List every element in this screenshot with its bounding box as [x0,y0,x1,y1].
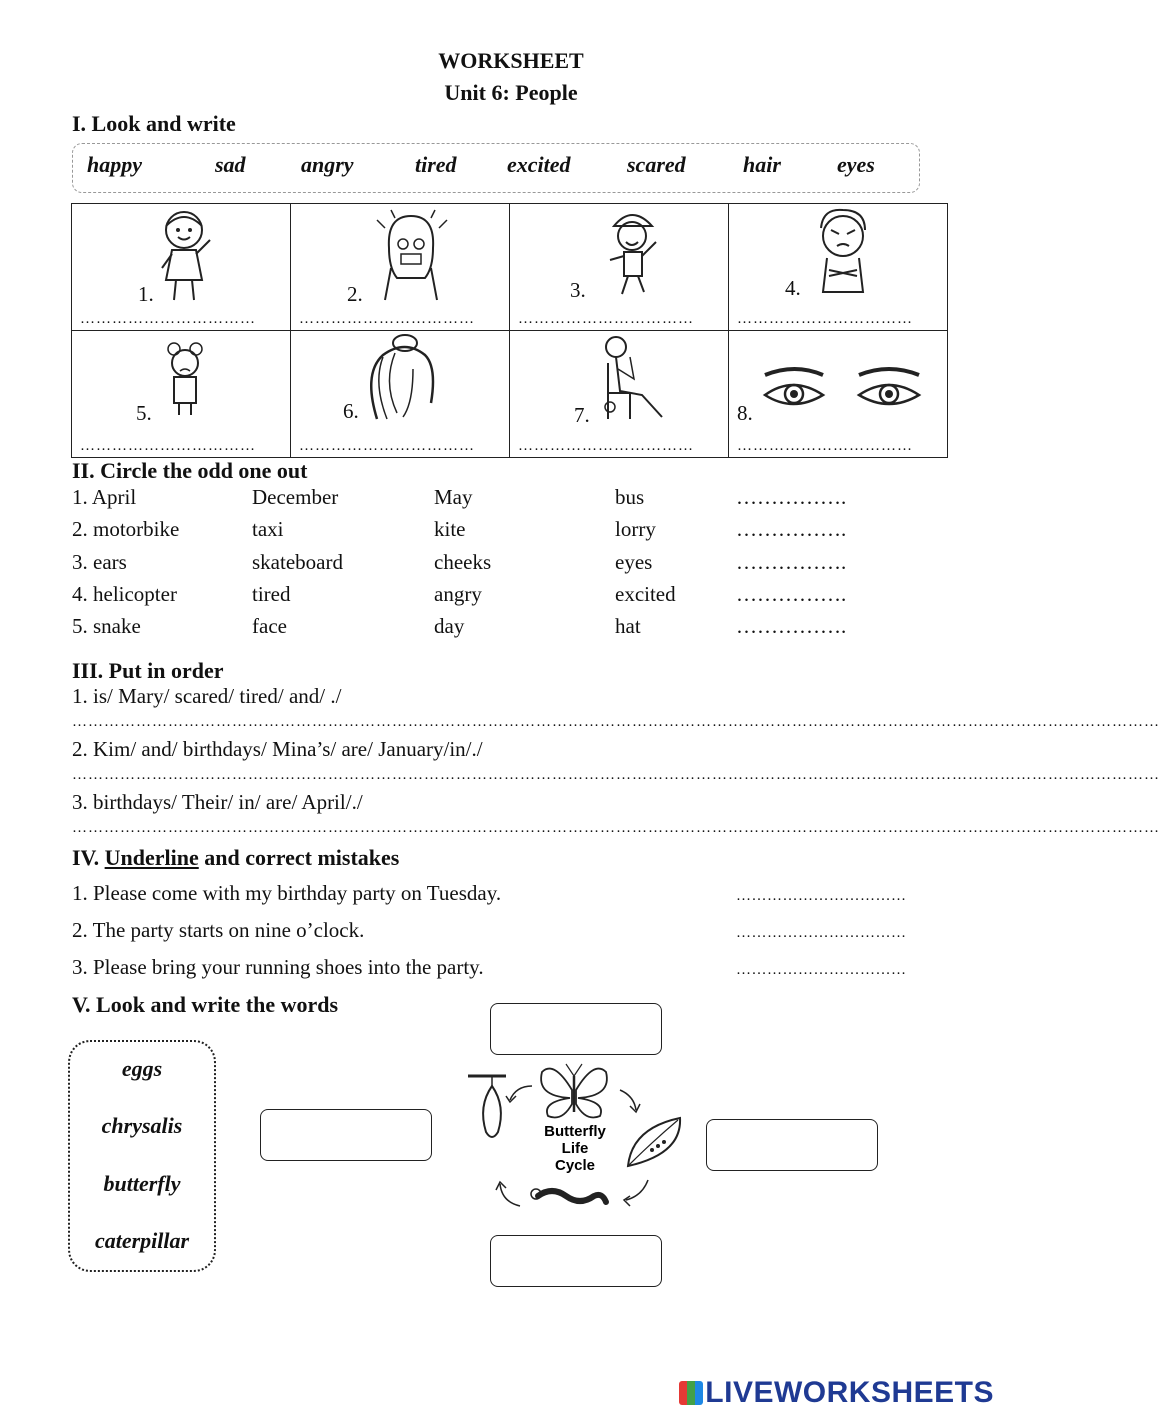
tired-man-icon [590,333,670,425]
word-bank [72,143,920,193]
answer-blank[interactable]: ……………. [736,550,847,574]
choice-word[interactable]: 5. snake [72,614,141,638]
order-item: 1. is/ Mary/ scared/ tired/ and/ ./ [72,684,342,708]
item-number: 2. [347,282,363,306]
item-number: 3. [570,278,586,302]
answer-line[interactable]: …………………………… [736,925,907,941]
unit-title: Unit 6: People [444,80,578,105]
word-bank-item: happy [87,152,142,177]
answer-box-bottom[interactable] [490,1235,662,1287]
eyes-icon [759,365,929,415]
answer-blank[interactable]: ……………. [736,582,847,606]
answer-blank[interactable]: …………………………… [80,311,256,327]
item-number: 6. [343,399,359,423]
diagram-label-line-1: Butterfly [544,1123,606,1140]
word-bank-item: tired [415,152,457,177]
choice-word[interactable]: face [252,614,287,638]
choice-word[interactable]: excited [615,582,676,606]
excited-boy-icon [602,204,672,300]
item-number: 8. [737,401,753,425]
choice-word[interactable]: kite [434,517,466,541]
word-bank-item: sad [215,152,246,177]
answer-blank[interactable]: …………………………… [299,311,475,327]
section-4-heading [72,845,399,871]
section-2-heading: II. Circle the odd one out [72,458,308,483]
item-number: 5. [136,401,152,425]
item-number: 1. [138,282,154,306]
choice-word[interactable]: December [252,485,339,509]
mistake-sentence[interactable]: 2. The party starts on nine o’clock. [72,918,365,942]
answer-blank[interactable]: …………………………… [518,438,694,454]
choice-word[interactable]: day [434,614,465,638]
butterfly-life-cycle-diagram [462,1056,692,1222]
answer-blank[interactable]: …………………………… [80,438,256,454]
word-bank-item: caterpillar [94,1228,190,1253]
picture-cell-7 [510,331,729,458]
word-bank-item: hair [743,152,781,177]
choice-word[interactable]: hat [615,614,641,638]
choice-word[interactable]: tired [252,582,291,606]
answer-blank[interactable]: …………………………… [299,438,475,454]
word-bank-item: eggs [121,1056,163,1081]
butterfly-icon [541,1064,607,1118]
answer-box-left[interactable] [260,1109,432,1161]
section-3-heading: III. Put in order [72,658,224,683]
answer-blank[interactable]: ……………. [736,485,847,509]
section-1-heading: I. Look and write [72,111,236,136]
picture-cell-5 [72,331,291,458]
liveworksheets-logo [679,1376,994,1410]
choice-word[interactable]: 1. April [72,485,137,509]
picture-cell-6 [291,331,510,458]
answer-blank[interactable]: ……………. [736,614,847,638]
answer-blank[interactable]: …………………………… [518,311,694,327]
mistake-sentence[interactable]: 1. Please come with my birthday party on Tuesday. [72,881,502,905]
word-bank-item: scared [627,152,686,177]
picture-cell-1 [72,204,291,331]
logo-mark-icon [679,1381,703,1405]
word-bank-item: eyes [837,152,875,177]
choice-word[interactable]: May [434,485,473,509]
choice-word[interactable]: 2. motorbike [72,517,180,541]
word-bank-item: angry [301,152,354,177]
choice-word[interactable]: skateboard [252,550,343,574]
picture-grid [71,203,948,458]
section-4-number: IV. [72,845,100,870]
answer-line[interactable]: …………………………………………………………………………………………………………………………………………………………………………………… [72,767,1160,783]
section-4-underline-word: Underline [104,845,199,870]
mistake-sentence[interactable]: 3. Please bring your running shoes into the party. [72,955,484,979]
picture-cell-2 [291,204,510,331]
choice-word[interactable]: taxi [252,517,284,541]
answer-box-right[interactable] [706,1119,878,1171]
picture-cell-8 [729,331,948,458]
answer-line[interactable]: …………………………… [736,888,907,904]
angry-boy-icon [813,206,873,298]
life-cycle-word-bank [68,1040,216,1272]
answer-line[interactable]: …………………………… [736,962,907,978]
choice-word[interactable]: lorry [615,517,656,541]
word-bank-item: butterfly [103,1171,181,1196]
choice-word[interactable]: 4. helicopter [72,582,177,606]
order-item: 2. Kim/ and/ birthdays/ Mina’s/ are/ January/in/./ [72,737,483,761]
sad-girl-icon [160,341,210,417]
item-number: 7. [574,403,590,427]
answer-line[interactable]: …………………………………………………………………………………………………………………………………………………………………………………… [72,820,1160,836]
answer-blank[interactable]: …………………………… [737,311,913,327]
answer-line[interactable]: …………………………………………………………………………………………………………………………………………………………………………………… [72,714,1160,730]
choice-word[interactable]: bus [615,485,645,509]
picture-cell-3 [510,204,729,331]
choice-word[interactable]: angry [434,582,482,606]
section-4-heading-text: and correct mistakes [204,845,400,870]
word-bank-item: excited [507,152,571,177]
item-number: 4. [785,276,801,300]
answer-box-top[interactable] [490,1003,662,1055]
section-5-heading: V. Look and write the words [72,992,339,1017]
chrysalis-icon [468,1076,506,1137]
picture-cell-4 [729,204,948,331]
diagram-label-line-2: Life [561,1140,589,1157]
order-item: 3. birthdays/ Their/ in/ are/ April/./ [72,790,363,814]
answer-blank[interactable]: …………………………… [737,438,913,454]
answer-blank[interactable]: ……………. [736,517,847,541]
happy-girl-icon [152,206,222,304]
worksheet-title: WORKSHEET [438,48,584,73]
hair-icon [353,333,453,421]
choice-word[interactable]: 3. ears [72,550,127,574]
leaf-eggs-icon [628,1118,680,1166]
word-bank-item: chrysalis [101,1113,183,1138]
caterpillar-icon [531,1189,606,1202]
diagram-label-line-3: Cycle [554,1157,596,1174]
choice-word[interactable]: eyes [615,550,653,574]
choice-word[interactable]: cheeks [434,550,492,574]
scared-woman-icon [371,208,451,304]
brand-text: LIVEWORKSHEETS [705,1376,994,1409]
